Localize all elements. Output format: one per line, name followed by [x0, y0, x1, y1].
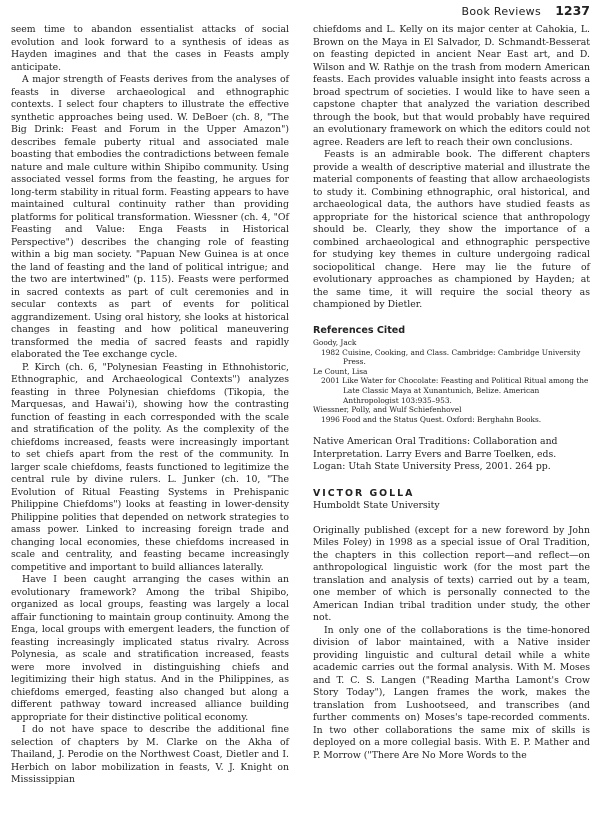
paragraph: Feasts is an admirable book. The different chapters provide a wealth of descriptive material and illustrate the material components of feasting that allow archaeologists to study it. Combining ethnographic, oral historical, and archaeological data, the authors have studied feasts as appropriate for the historical science that anthropology should be. Clearly, they show the importance of a combined archaeological and ethnographic perspective for studying key themes in culture undergoing radical sociopolitical change. Here may lie the future of evolutionary approaches as championed by Hayden; at the same time, it will require the social theory as championed by Dietler. [313, 149, 590, 310]
paragraph: In only one of the collaborations is the time-honored division of labor maintained, with a Native insider providing linguistic and cultural detail while a white academic carries out the formal analysis. With M. Moses and T. C. S. Langen ("Reading Martha Lamont's Crow Story Today"), Langen frames the work, makes the translation from Lushootseed, and transcribes (and further comments on) Moses's tape-recorded comments. In two other collaborations the same mix of skills is deployed on a more collegial basis. With E. P. Mather and P. Morrow ("There Are No More Words to the [313, 624, 590, 761]
book-citation: Native American Oral Traditions: Collaboration and Interpretation. Larry Evers and Barre Toelken, eds. Logan: Utah State University Press, 2001. 264 pp. [313, 436, 558, 473]
reviewer-affiliation: Humboldt State University [313, 500, 440, 512]
reference-author: Wiessner, Polly, and Wulf Schiefenhovel [313, 405, 462, 415]
reference-item [313, 405, 590, 424]
references-heading: References Cited [313, 324, 406, 336]
left-column [11, 24, 289, 787]
right-column [313, 24, 590, 762]
paragraph: I do not have space to describe the additional fine selection of chapters by M. Clarke on the Akha of Thailand, J. Perodie on the Northwest Coast, Dietler and I. Herbich on labor mobilization in feasts, V. J. Knight on Mississippian [11, 724, 289, 785]
paragraph: chiefdoms and L. Kelly on its major center at Cahokia, L. Brown on the Maya in El Salvador, D. Schmandt-Besserat on feasting depicted in ancient Near East art, and D. Wilson and W. Rathje on the trash from modern American feasts. Each provides valuable insight into feasts across a broad spectrum of societies. I would like to have seen a capstone chapter that analyzed the variation described through the book, but that would probably have required an evolutionary framework on which the editors could not agree. Readers are left to reach their own conclusions. [313, 24, 590, 148]
reference-entry: 1982 Cuisine, Cooking, and Class. Cambridge: Cambridge University Press. [321, 347, 581, 367]
paragraph: A major strength of Feasts derives from the analyses of feasts in diverse archaeological and ethnographic contexts. I select four chapters to illustrate the effective synthetic approaches being used. W. DeBoer (ch. 8, "The Big Drink: Feast and Forum in the Upper Amazon") describes female puberty ritual and associated male boasting that embodies the contradictions between female nature and male culture within Shipibo community. Using associated vessel forms from the feasting, he argues for long-term stability in ritual form. Feasting appears to have maintained cultural continuity rather than providing platforms for political transformation. Wiessner (ch. 4, "Of Feasting and Value: Enga Feasts in Historical Perspective") describes the changing role of feasting within a big man society. "Papuan New Guinea is at once the land of feasting and the land of political intrigue; and the two are intertwined" (p. 115). Feasts were performed in sacred contexts as part of cult ceremonies and in secular contexts as part of events for political aggrandizement. Using oral history, she looks at historical changes in feasting and how political maneuvering transformed the media of sacred feasts and rapidly elaborated the Tee exchange cycle. [11, 74, 289, 360]
running-head [0, 3, 600, 21]
paragraph: Originally published (except for a new foreword by John Miles Foley) in 1998 as a special issue of Oral Tradition, the chapters in this collection report—and reflect—on anthropological linguistic work (for the most part the translation and analysis of texts) carried out by a team, one member of which is personally connected to the American Indian tribal tradition under study, the other not. [313, 524, 590, 624]
reviewer-name: VICTOR GOLLA [313, 487, 415, 499]
reference-list [313, 338, 590, 424]
reference-author: Le Count, Lisa [313, 366, 368, 376]
page-number: 1237 [555, 3, 590, 18]
paragraph: Have I been caught arranging the cases within an evolutionary framework? Among the tribal Shipibo, organized as local groups, feasting was largely a local affair functioning to maintain group continuity. Among the Enga, local groups with emergent leaders, the function of feasting increasingly implicated status rivalry. Across Polynesia, as scale and stratification increased, feasts were more involved in distinguishing chiefs and legitimizing their high status. And in the Philippines, as chiefdoms emerged, feasting also changed but along a different pathway toward increased alliance building appropriate for their distinctive political economy. [11, 574, 289, 723]
reference-entry: 2001 Like Water for Chocolate: Feasting and Political Ritual among the Late Classic Maya at Xunantunich, Belize. American Anthropologist 103:935–953. [321, 376, 589, 405]
paragraph: P. Kirch (ch. 6, "Polynesian Feasting in Ethnohistoric, Ethnographic, and Archaeological Contexts") analyzes feasting in three Polynesian chiefdoms (Tikopia, the Marquesas, and Hawai'i), showing how the contrasting function of feasting in each corresponded with the scale and stratification of the polity. As the complexity of the chiefdoms increased, feasts were increasingly important to set chiefs apart from the rest of the community. In larger scale chiefdoms, feasts functioned to legitimize the central rule by divine rulers. L. Junker (ch. 10, "The Evolution of Ritual Feasting Systems in Prehispanic Philippine Chiefdoms") looks at feasting in lower-density Philippine polities that depended on network strategies to amass power. Linked to increasing foreign trade and changing local economies, these chiefdoms increased in scale and centrality, and feasting became increasingly competitive and important to build alliances laterally. [11, 361, 289, 573]
paragraph: seem time to abandon essentialist attacks of social evolution and look forward to a synthesis of ideas as Hayden imagines and that the cases in Feasts amply anticipate. [11, 24, 289, 73]
reference-item [313, 338, 590, 367]
reference-entry: 1996 Food and the Status Quest. Oxford: Berghahn Books. [321, 414, 542, 424]
reference-author: Goody, Jack [313, 338, 357, 347]
reference-item [313, 367, 590, 405]
running-head-section: Book Reviews [461, 5, 541, 18]
